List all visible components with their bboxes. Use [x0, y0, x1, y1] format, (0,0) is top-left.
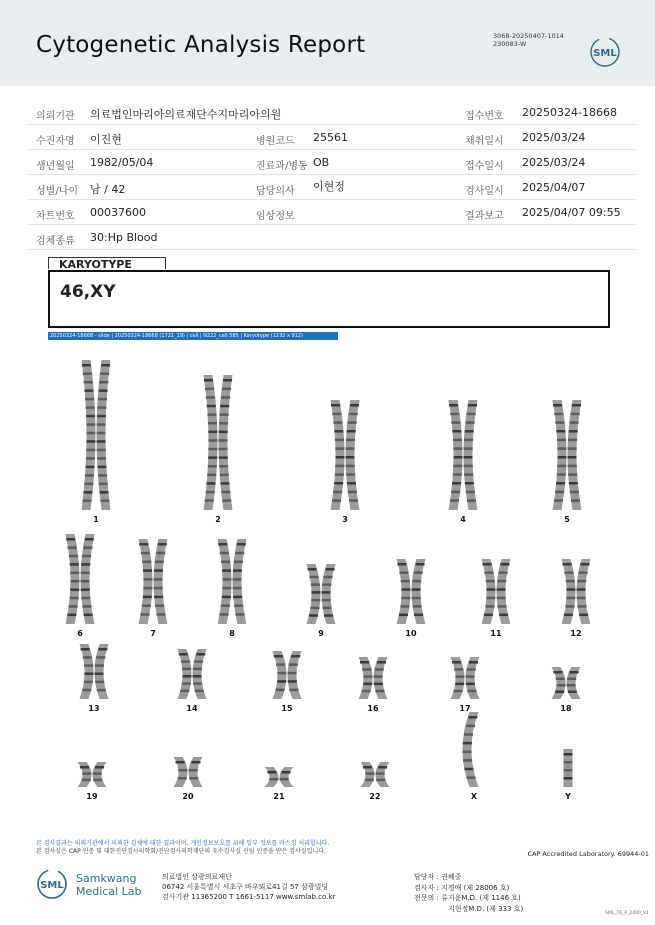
- report-codes: [493, 32, 564, 48]
- chromosome-number-label: 10: [405, 629, 417, 638]
- received-date-label: 접수일시: [465, 161, 504, 172]
- footer-note-1: 본 검사결과는 의뢰기관에서 의뢰한 검체에 대한 결과이며, 개인정보보호를 위해 일부 정보를 마스킹 처리합니다.: [36, 840, 330, 847]
- chromosome-shape: [397, 559, 411, 624]
- doctor-value: 이현정: [313, 180, 345, 193]
- staff-line-4: 지현정M.D. (제 333 호): [448, 904, 524, 913]
- samkwang-logo-icon: [36, 866, 156, 902]
- collect-date-label: 채취일시: [465, 136, 504, 147]
- karyotype-result-box: [48, 270, 610, 328]
- birth-value: 1982/05/04: [90, 156, 154, 169]
- chromosome-shape: [80, 644, 94, 699]
- chromosome-shape: [567, 667, 581, 699]
- chromosome-shape: [219, 375, 233, 510]
- chromosome-shape: [568, 400, 582, 510]
- chromosome-number-label: 3: [342, 515, 348, 524]
- info-row: [28, 200, 636, 225]
- specimen-label: 검체종류: [36, 236, 75, 247]
- chromosome-number-label: 7: [150, 629, 156, 638]
- chromosome-shape: [307, 564, 321, 624]
- chromosome-shape: [482, 559, 496, 624]
- chromosome-shape: [233, 539, 247, 624]
- lab-address: [162, 872, 335, 902]
- chromosome-number-label: 11: [490, 629, 502, 638]
- chromosome-shape: [562, 559, 576, 624]
- chromosome-shape: [82, 360, 96, 510]
- footer-note-2: 본 검사실은 CAP 인증 및 대한진단검사의학회/진단검사의학재단의 우수검사실 신임 인증을 받은 검사실입니다.: [36, 848, 326, 855]
- institution-label: 의뢰기관: [36, 111, 75, 122]
- ward-code-label: 병원코드: [256, 136, 295, 147]
- chromosome-shape: [346, 400, 360, 510]
- chromosome-shape: [564, 749, 573, 787]
- chromosome-shape: [174, 757, 188, 787]
- test-date-value: 2025/04/07: [522, 181, 586, 194]
- chromosome-number-label: 22: [369, 792, 381, 801]
- chromosome-number-label: 20: [182, 792, 194, 801]
- chromosome-shape: [331, 400, 345, 510]
- chromosome-number-label: 2: [215, 515, 221, 524]
- karyotype-value: 46,XY: [60, 282, 116, 302]
- received-date-value: 2025/03/24: [522, 156, 586, 169]
- doctor-label: 담당의사: [256, 186, 295, 197]
- info-row: [28, 225, 636, 250]
- chromosome-shape: [193, 649, 207, 699]
- chromosome-shape: [154, 539, 168, 624]
- chart-value: 00037600: [90, 206, 146, 219]
- info-row: [28, 175, 636, 200]
- chromosome-shape: [288, 651, 302, 699]
- chromosome-number-label: 1: [93, 515, 99, 524]
- info-row: [28, 125, 636, 150]
- footer-notes: [36, 840, 329, 856]
- reception-no-label: 접수번호: [465, 111, 504, 122]
- dept-value: OB: [313, 156, 330, 169]
- staff-line-2: 검사자 : 지경애 (제 28006 호): [414, 883, 510, 892]
- chromosome-number-label: 19: [86, 792, 98, 801]
- collect-date-value: 2025/03/24: [522, 131, 586, 144]
- addr-line-3: 검사기관 11365200 T 1661-5117 www.smlab.co.kr: [162, 893, 336, 901]
- chromosome-shape: [451, 657, 465, 699]
- chromosome-shape: [553, 400, 567, 510]
- staff-line-1: 담당자 : 권혜중: [414, 873, 462, 881]
- karyogram-caption: 20250324-18668 - slide | 20250324-18668 (1721_19) | cell | N222_cell 585 | Karyotype (1232 x 912): [48, 332, 338, 340]
- chromosome-number-label: 13: [88, 704, 100, 713]
- chromosome-number-label: 21: [273, 792, 285, 801]
- chromosome-shape: [78, 762, 92, 787]
- chromosome-shape: [189, 757, 203, 787]
- chromosome-shape: [374, 657, 388, 699]
- chromosome-shape: [97, 360, 111, 510]
- document-id: SML_T6_P_2400_V1: [605, 911, 649, 916]
- chromosome-shape: [139, 539, 153, 624]
- patient-info-table: [28, 100, 636, 250]
- result-value: 2025/04/07 09:55: [522, 206, 621, 219]
- ward-code-value: 25561: [313, 131, 348, 144]
- specimen-value: 30:Hp Blood: [90, 231, 158, 244]
- chromosome-shape: [361, 762, 375, 787]
- chromosome-number-label: 17: [459, 704, 471, 713]
- chromosome-shape: [412, 559, 426, 624]
- chromosome-number-label: 18: [560, 704, 572, 713]
- staff-line-3: 전문의 : 류지윤M.D. (제 1146 호): [414, 894, 521, 902]
- sml-logo-text: SML: [593, 48, 617, 59]
- chromosome-number-label: Y: [565, 792, 571, 801]
- chromosome-shape: [265, 767, 279, 787]
- dept-label: 진료과/병동: [256, 161, 308, 172]
- chromosome-shape: [93, 762, 107, 787]
- chromosome-number-label: 12: [570, 629, 582, 638]
- chromosome-shape: [280, 767, 294, 787]
- addr-line-2: 06742 서울특별시 서초구 바우뫼로41길 57 삼광빌딩: [162, 883, 329, 891]
- institution-value: 의료법인마리아의료재단수지마리아의원: [90, 108, 282, 121]
- clinical-label: 임상정보: [256, 211, 295, 222]
- chromosome-shape: [463, 712, 479, 787]
- chromosome-number-label: 4: [460, 515, 466, 524]
- karyogram-image: [40, 340, 620, 810]
- sex-age-label: 성별/나이: [36, 186, 79, 197]
- chromosome-number-label: 5: [564, 515, 570, 524]
- chromosome-shape: [95, 644, 109, 699]
- info-row: [28, 150, 636, 175]
- report-title: Cytogenetic Analysis Report: [36, 32, 366, 58]
- karyotype-label: KARYOTYPE: [48, 257, 166, 269]
- chromosome-shape: [552, 667, 566, 699]
- chart-label: 차트번호: [36, 211, 75, 222]
- org-name-2: Medical Lab: [76, 885, 142, 898]
- chromosome-shape: [449, 400, 463, 510]
- sml-logo-icon: [589, 36, 621, 68]
- test-date-label: 검사일시: [465, 186, 504, 197]
- chromosome-shape: [359, 657, 373, 699]
- result-label: 결과보고: [465, 211, 504, 222]
- report-code-1: 3068-20250407-1014: [493, 32, 564, 40]
- chromosome-shape: [466, 657, 480, 699]
- birth-label: 생년월일: [36, 161, 75, 172]
- chromosome-shape: [577, 559, 591, 624]
- chromosome-shape: [497, 559, 511, 624]
- chromosome-shape: [81, 534, 95, 624]
- chromosome-shape: [322, 564, 336, 624]
- chromosome-shape: [178, 649, 192, 699]
- report-code-2: 230083-W: [493, 40, 527, 48]
- cap-accreditation: CAP Accredited Laboratory. 69944-01: [527, 850, 649, 858]
- reception-no-value: 20250324-18668: [522, 106, 617, 119]
- info-row: [28, 100, 636, 125]
- report-header: [0, 0, 655, 86]
- chromosome-number-label: 14: [186, 704, 198, 713]
- chromosome-number-label: 15: [281, 704, 293, 713]
- chromosome-shape: [66, 534, 80, 624]
- addr-line-1: 의료법인 삼광의료재단: [162, 873, 232, 881]
- org-name-1: Samkwang: [76, 872, 137, 885]
- chromosome-number-label: 8: [229, 629, 235, 638]
- staff-list: [414, 872, 523, 914]
- chromosome-shape: [273, 651, 287, 699]
- chromosome-number-label: X: [470, 792, 478, 801]
- chromosome-number-label: 16: [367, 704, 379, 713]
- chromosome-shape: [218, 539, 232, 624]
- chromosome-shape: [464, 400, 478, 510]
- chromosome-number-label: 6: [77, 629, 83, 638]
- chromosome-number-label: 9: [318, 629, 324, 638]
- chromosome-shape: [376, 762, 390, 787]
- patient-label: 수진자명: [36, 136, 75, 147]
- patient-value: 이진현: [90, 133, 122, 146]
- samkwang-logo-mark: SML: [40, 880, 64, 891]
- sex-age-value: 남 / 42: [90, 183, 126, 196]
- samkwang-logo: [36, 866, 156, 906]
- chromosome-shape: [204, 375, 218, 510]
